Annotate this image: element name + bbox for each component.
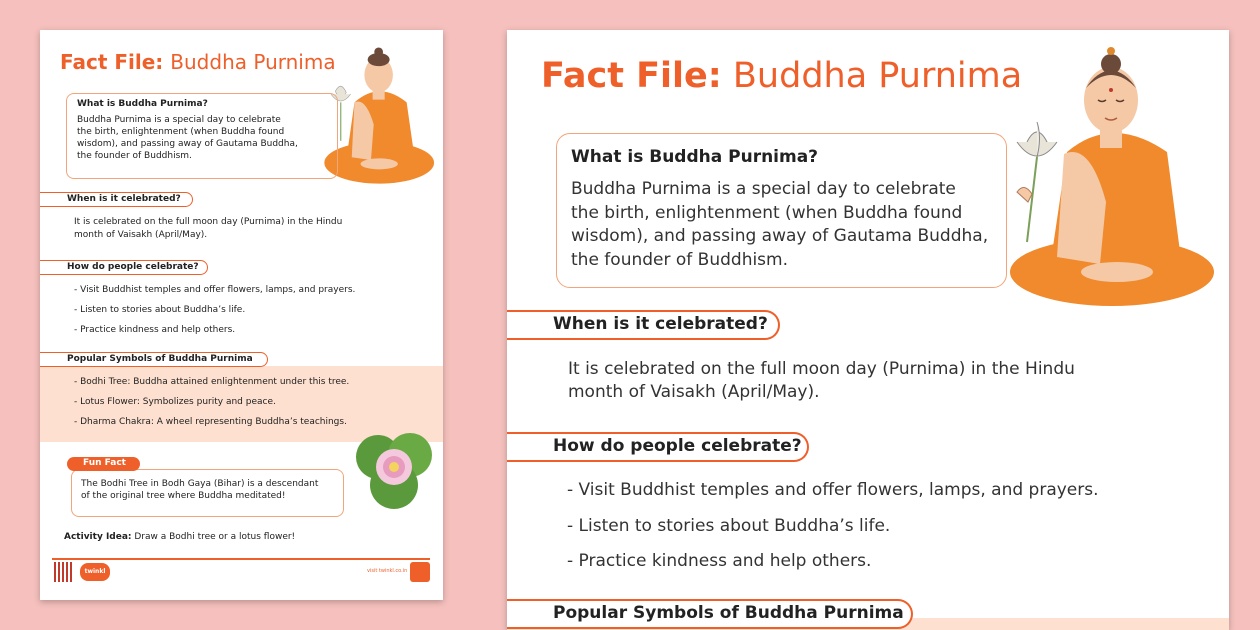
thumb-intro-line: the birth, enlightenment (when Buddha found <box>77 127 285 137</box>
when-heading: When is it celebrated? <box>507 310 780 340</box>
thumb-intro-answer <box>77 114 327 162</box>
thumb-symbols-item: - Lotus Flower: Symbolizes purity and peace. <box>74 397 276 407</box>
twinkl-logo-icon: twinkl <box>80 563 110 581</box>
page-title <box>541 56 1022 96</box>
title-prefix: Fact File: <box>541 56 722 96</box>
thumb-how-heading: How do people celebrate? <box>40 260 208 275</box>
lotus-illustration <box>352 427 436 511</box>
how-item: - Visit Buddhist temples and offer flowers, lamps, and prayers. <box>567 480 1099 500</box>
when-line: It is celebrated on the full moon day (Purnima) in the Hindu <box>568 359 1075 379</box>
thumb-intro-box <box>66 93 338 179</box>
thumb-how-list <box>74 285 355 345</box>
how-item: - Practice kindness and help others. <box>567 551 872 571</box>
buddha-illustration <box>1002 42 1214 308</box>
thumb-fun-fact-line: of the original tree where Buddha meditated! <box>81 491 286 501</box>
thumb-intro-line: Buddha Purnima is a special day to celebrate <box>77 115 281 125</box>
thumb-intro-question: What is Buddha Purnima? <box>77 99 208 109</box>
title-subject: Buddha Purnima <box>732 56 1023 96</box>
intro-box <box>556 133 1007 288</box>
factfile-zoomed <box>507 30 1229 630</box>
intro-answer-line: the founder of Buddhism. <box>571 249 789 270</box>
thumb-how-item: - Visit Buddhist temples and offer flowers, lamps, and prayers. <box>74 285 356 295</box>
thumb-title-prefix: Fact File: <box>60 50 164 74</box>
intro-answer-line: Buddha Purnima is a special day to celebrate <box>571 179 956 199</box>
qr-code-icon <box>54 562 74 582</box>
thumb-symbols-list <box>74 377 349 437</box>
thumb-fun-fact-line: The Bodhi Tree in Bodh Gaya (Bihar) is a descendant <box>81 479 319 489</box>
thumb-activity-text: Draw a Bodhi tree or a lotus flower! <box>131 532 296 542</box>
thumb-when-line: It is celebrated on the full moon day (Purnima) in the Hindu <box>74 217 343 227</box>
thumb-footer-url: visit twinkl.co.in <box>367 568 408 574</box>
thumb-title <box>60 50 336 74</box>
symbols-heading: Popular Symbols of Buddha Purnima <box>507 599 913 629</box>
thumb-footer-divider <box>52 558 430 560</box>
intro-answer-line: wisdom), and passing away of Gautama Buddha, <box>571 226 989 246</box>
thumb-when-body <box>74 216 342 242</box>
thumb-fun-fact-label: Fun Fact <box>67 457 140 471</box>
intro-answer-line: the birth, enlightenment (when Buddha found <box>571 202 963 223</box>
thumb-how-item: - Listen to stories about Buddha’s life. <box>74 305 246 315</box>
thumb-fun-fact-box <box>71 469 344 517</box>
intro-question: What is Buddha Purnima? <box>571 147 819 167</box>
thumb-activity-label: Activity Idea: <box>64 532 132 542</box>
how-list <box>567 480 1099 587</box>
thumb-intro-line: wisdom), and passing away of Gautama Buddha, <box>77 139 298 149</box>
how-heading: How do people celebrate? <box>507 432 809 462</box>
thumb-how-item: - Practice kindness and help others. <box>74 325 236 335</box>
when-body <box>568 358 1075 404</box>
how-item: - Listen to stories about Buddha’s life. <box>567 515 891 536</box>
thumb-when-heading: When is it celebrated? <box>40 192 193 207</box>
thumb-footer-badge-icon <box>410 562 430 582</box>
thumb-symbols-item: - Bodhi Tree: Buddha attained enlightenment under this tree. <box>74 377 350 387</box>
thumb-when-line: month of Vaisakh (April/May). <box>74 230 208 240</box>
when-line: month of Vaisakh (April/May). <box>568 382 820 402</box>
thumb-title-subject: Buddha Purnima <box>170 50 336 74</box>
thumb-symbols-item: - Dharma Chakra: A wheel representing Buddha’s teachings. <box>74 417 347 427</box>
factfile-thumbnail <box>40 30 443 600</box>
intro-answer <box>571 178 992 272</box>
thumb-symbols-heading: Popular Symbols of Buddha Purnima <box>40 352 268 367</box>
thumb-activity <box>64 532 295 542</box>
thumb-intro-line: the founder of Buddhism. <box>77 151 192 161</box>
